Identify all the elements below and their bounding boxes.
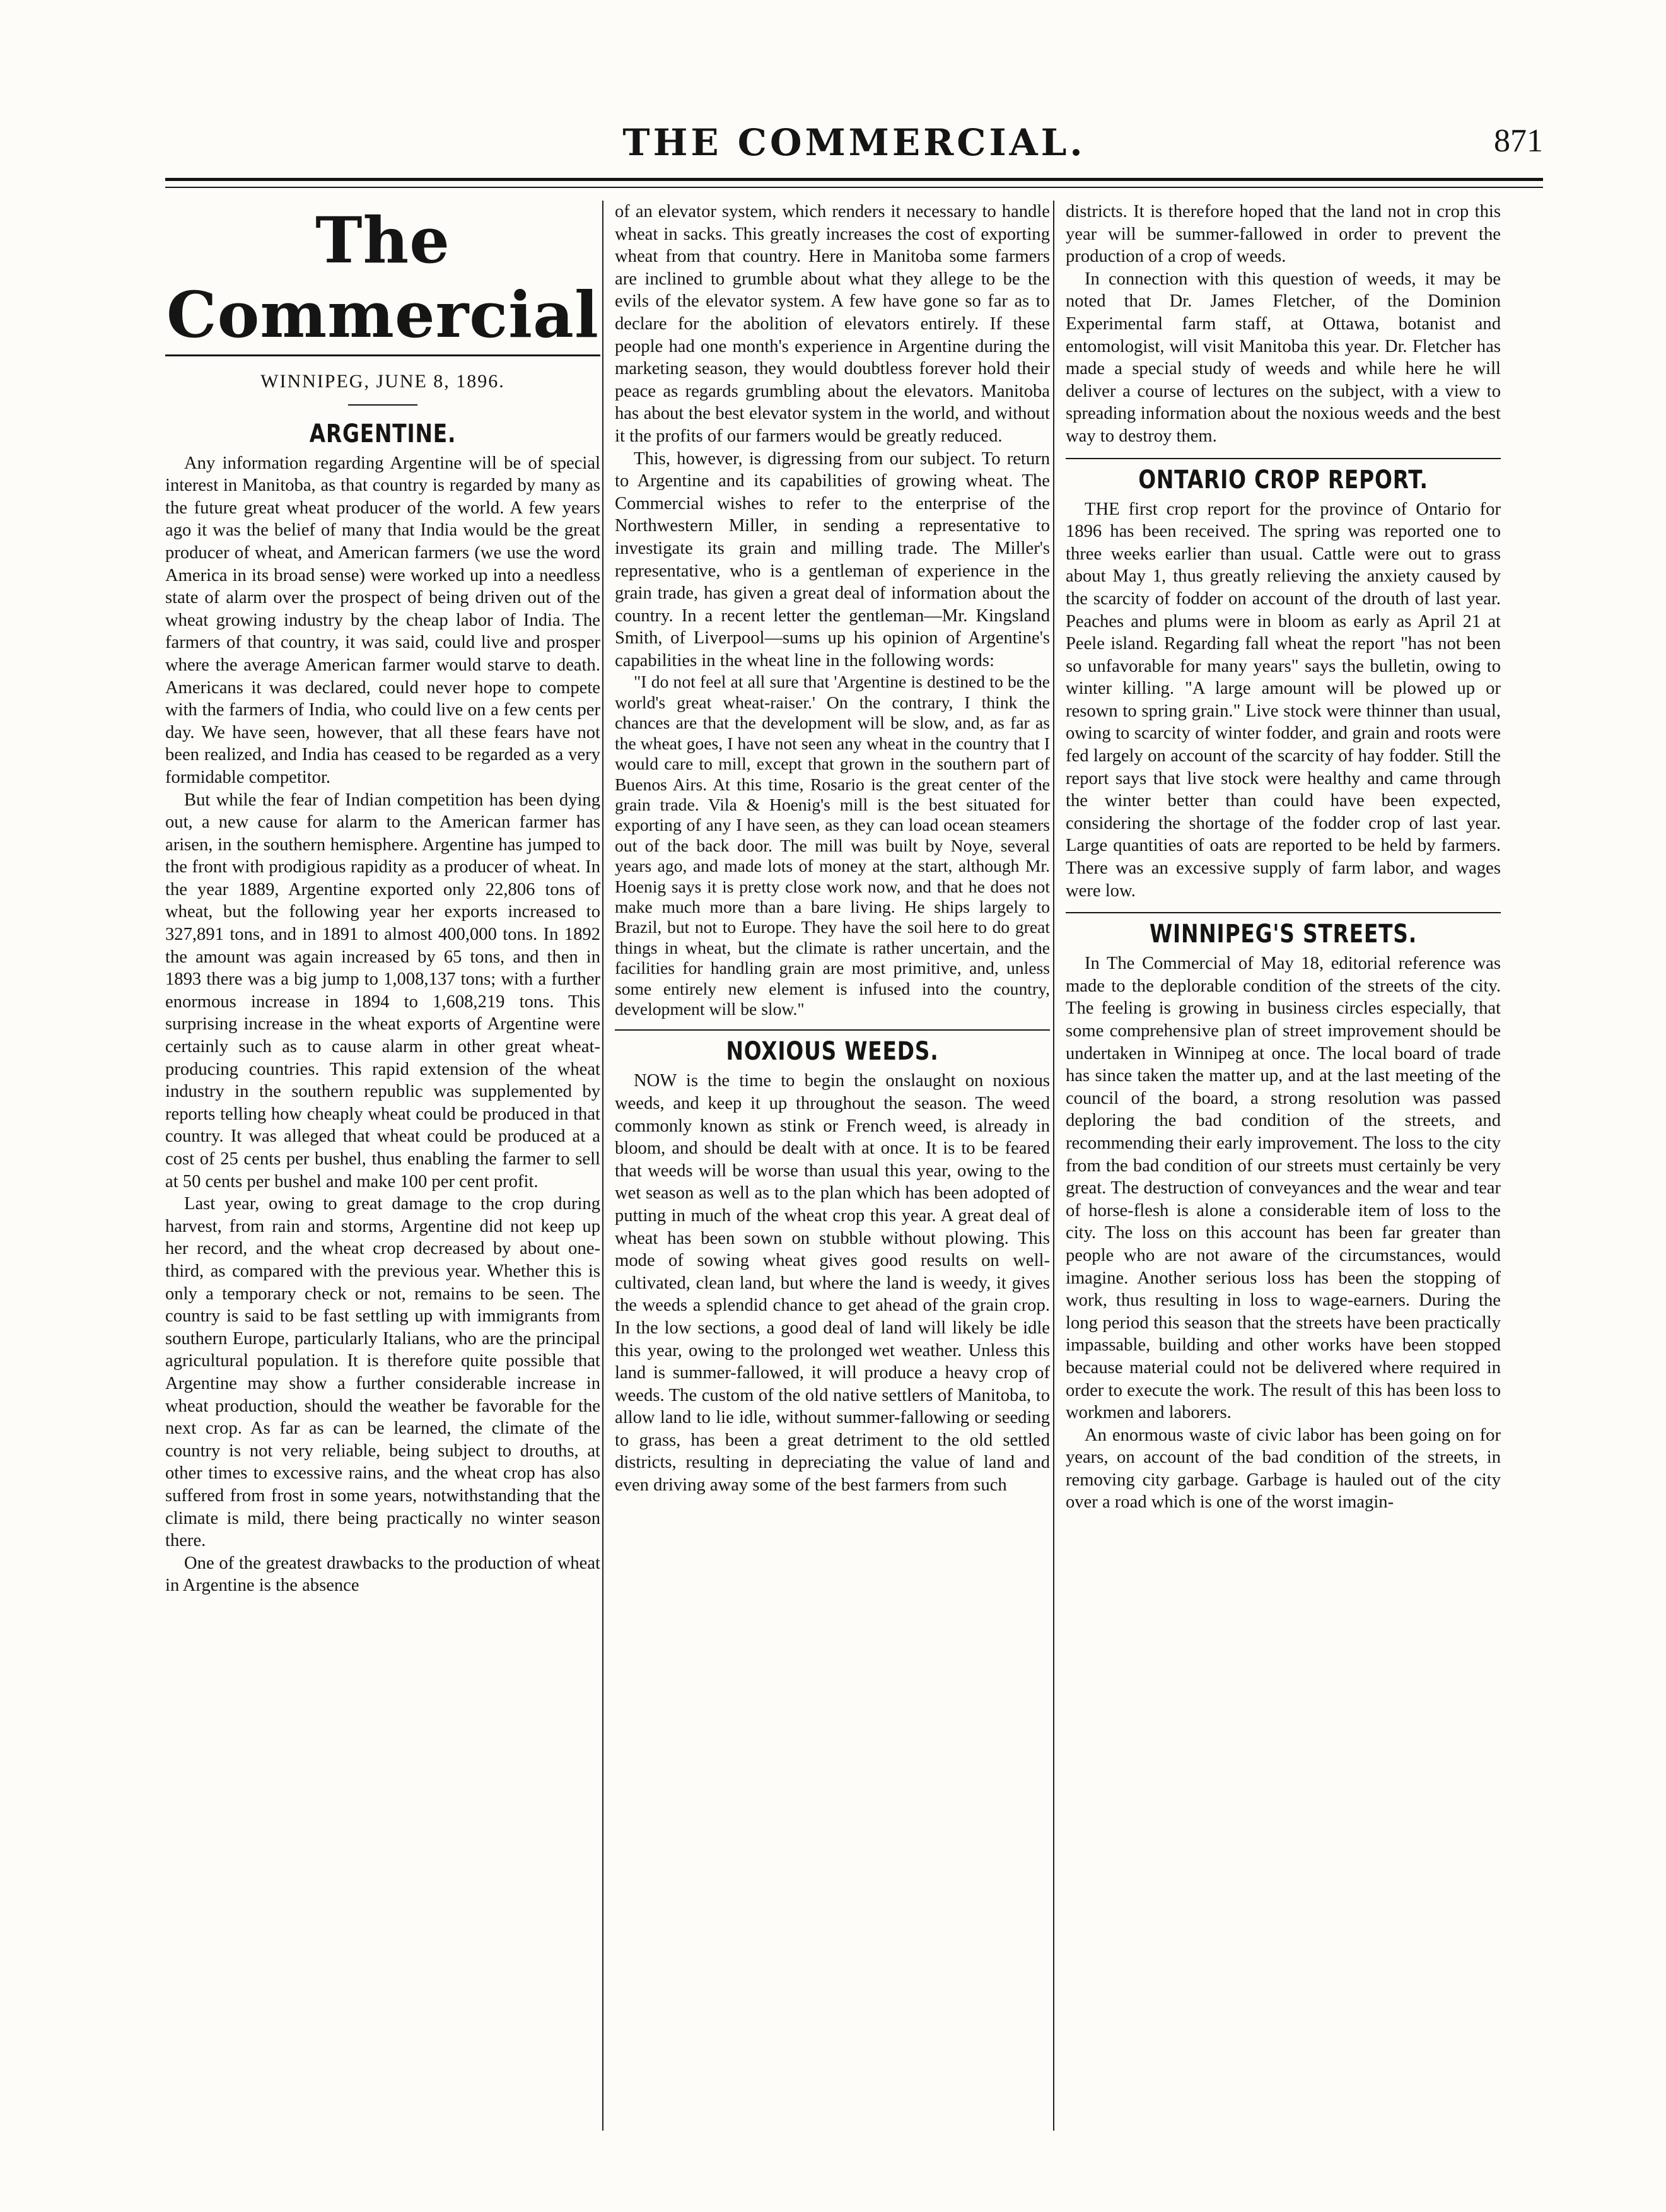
article-paragraph: In The Commercial of May 18, editorial reference was made to the deplorable condition of the streets of the city. The feeling is growing in business circles especially, that some comprehensive plan of street improvement should be undertaken in Winnipeg at once. The local board of trade has since taken the matter up, and at the last meeting of the council of the board, a strong resolution was passed deploring the bad condition of the streets, and recommending their early improvement. The loss to the city from the bad condition of our streets must certainly be very great. The destruction of conveyances and the wear and tear of horse-flesh is alone a considerable item of loss to the city. The loss on this account has been far greater than people who are not aware of the circumstances, would imagine. Another serious loss has been the stopping of work, thus resulting in loss to wage-earners. During the long period this season that the streets have been practically impassable, building and other works have been stopped because material could not be delivered where required in order to execute the work. The result of this has been loss to workmen and laborers. [1066,954,1501,1423]
article-heading-ontario-crop-report: ONTARIO CROP REPORT. [1138,465,1428,494]
masthead-rule [165,354,600,356]
article-paragraph-continued: districts. It is therefore hoped that the land not in crop this year will be summer-fallowed in order to prevent the production of a crop of weeds. [1066,202,1501,267]
masthead-title: The Commercial [166,203,599,352]
column-2 [615,201,1050,2150]
section-rule [615,1029,1050,1031]
header-rule-thick [165,178,1543,181]
page-number: 871 [1494,123,1543,159]
article-paragraph: THE first crop report for the province of Ontario for 1896 has been received. The spring was reported one to three weeks earlier than usual. Cattle were out to grass about May 1, thus greatly relieving the anxiety caused by the scarcity of fodder on account of the drouth of last year. Peaches and plums were in bloom as early as April 21 at Peele island. Regarding fall wheat the report "has not been so unfavorable for many years" says the bulletin, owing to winter killing. "A large amount will be plowed up or resown to spring grain." Live stock were thinner than usual, owing to scarcity of winter fodder, and grain and roots were fed largely on account of the scarcity of hay fodder. Still the report says that live stock were healthy and came through the winter better than could have been expected, considering the shortage of the fodder crop of last year. Large quantities of oats are reported to be held by farmers. There was an excessive supply of farm labor, and wages were low. [1066,499,1501,901]
article-paragraph: This, however, is digressing from our subject. To return to Argentine and its capabilities of growing wheat. The Commercial wishes to refer to the enterprise of the Northwestern Miller, in sending a representative to investigate its grain and milling trade. The Miller's representative, who is a gentleman of experience in the grain trade, has given a great deal of information about the country. In a recent letter the gentleman—Mr. Kingsland Smith, of Liverpool—sums up his opinion of Argentine's capabilities in the wheat line in the following words: [615,448,1050,670]
running-head [165,121,1543,165]
article-paragraph: One of the greatest drawbacks to the production of wheat in Argentine is the absence [165,1553,600,1596]
running-title: THE COMMERCIAL. [622,121,1086,164]
article-paragraph: But while the fear of Indian competition has been dying out, a new cause for alarm to the American farmer has arisen, in the southern hemisphere. Argentine has jumped to the front with prodigious rapidity as a producer of wheat. In the year 1889, Argentine exported only 22,806 tons of wheat, but the following year her exports increased to 327,891 tons, and in 1891 to almost 400,000 tons. In 1892 the amount was again increased by 65 tons, and then in 1893 there was a big jump to 1,008,137 tons; with a further enormous increase in 1894 to 1,608,219 tons. This surprising increase in the wheat exports of Argentine were certainly such as to cause alarm in other great wheat-producing countries. This rapid extension of the wheat industry in the southern republic was supplemented by reports telling how cheaply wheat could be produced in that country. It was alleged that wheat could be produced at a cost of 25 cents per bushel, thus enabling the farmer to sell at 50 cents per bushel and make 100 per cent profit. [165,790,600,1191]
article-quote: "I do not feel at all sure that 'Argentine is destined to be the world's great wheat-raiser.' On the contrary, I think the chances are that the development will be slow, and, as far as the wheat goes, I have not seen any wheat in the country that I would care to mill, except that grown in the southern part of Buenos Airs. At this time, Rosario is the great center of the grain trade. Vila & Hoenig's mill is the best situated for exporting of any I have seen, as they can load ocean steamers out of the back door. The mill was built by Noye, several years ago, and made lots of money at the start, although Mr. Hoenig says it is pretty close work now, and that he does not make much more than a bare living. He ships largely to Brazil, but not to Europe. They have the soil here to do great things in wheat, but the climate is rather uncertain, and the facilities for handling grain are most primitive, and, unless some entirely new element is infused into the country, development will be slow." [615,672,1050,1019]
dateline-rule [348,404,417,406]
column-divider [1053,201,1054,2131]
article-paragraph: An enormous waste of civic labor has been going on for years, on account of the bad condition of the streets, in removing city garbage. Garbage is hauled out of the city over a road which is one of the worst imagin- [1066,1425,1501,1513]
article-paragraph: Any information regarding Argentine will be of special interest in Manitoba, as that country is regarded by many as the future great wheat producer of the world. A few years ago it was the belief of many that India would be the great producer of wheat, and American farmers (we use the word America in its broad sense) were worked up into a needless state of alarm over the prospect of being driven out of the wheat growing industry by the cheap labor of India. The farmers of that country, it was said, could live and prosper where the average American farmer would starve to death. Americans it was declared, could never hope to compete with the farmers of India, who could live on a few cents per day. We have seen, however, that all these fears have not been realized, and India has ceased to be regarded as a very formidable competitor. [165,453,600,787]
column-1 [165,201,600,2150]
article-paragraph: In connection with this question of weeds, it may be noted that Dr. James Fletcher, of the Dominion Experimental farm staff, at Ottawa, botanist and entomologist, will visit Manitoba this year. Dr. Fletcher has made a special study of weeds and while here he will deliver a course of lectures on the subject, with a view to spreading information about the noxious weeds and the best way to destroy them. [1066,269,1501,446]
article-paragraph: Last year, owing to great damage to the crop during harvest, from rain and storms, Argentine did not keep up her record, and the wheat crop decreased by about one-third, as compared with the previous year. Whether this is only a temporary check or not, remains to be seen. The country is said to be fast settling up with immigrants from southern Europe, particularly Italians, who are the principal agricultural population. It is therefore quite possible that Argentine may show a further considerable increase in wheat production, should the weather be favorable for the next crop. As far as can be learned, the climate of the country is not very reliable, being subject to drouths, at other times to excessive rains, and the wheat crop has also suffered from frost in some years, notwithstanding that the climate is mild, there being practically no winter season there. [165,1194,600,1551]
header-rule-thin [165,187,1543,188]
article-paragraph: NOW is the time to begin the onslaught on noxious weeds, and keep it up throughout the season. The weed commonly known as stink or French weed, is already in bloom, and should be dealt with at once. It is to be feared that weeds will be worse than usual this year, owing to the wet season as well as to the plan which has been adopted of putting in much of the wheat crop this year. A great deal of wheat has been sown on stubble without plowing. This mode of sowing wheat gives good results on well-cultivated, clean land, but where the land is weedy, it gives the weeds a splendid chance to get ahead of the grain crop. In the low sections, a good deal of land will likely be idle this year, owing to the prolonged wet weather. Unless this land is summer-fallowed, it will produce a heavy crop of weeds. The custom of the old native settlers of Manitoba, to allow land to lie idle, without summer-fallowing or seeding to grass, has been a great detriment to the old settled districts, resulting in depreciating the value of land and even driving away some of the best farmers from such [615,1071,1050,1495]
column-3 [1066,201,1501,2150]
column-divider [602,201,603,2131]
article-heading-noxious-weeds: NOXIOUS WEEDS. [726,1037,939,1067]
section-rule [1066,458,1501,459]
article-heading-winnipegs-streets: WINNIPEG'S STREETS. [1149,920,1418,949]
article-heading-argentine: ARGENTINE. [309,419,457,448]
article-paragraph-continued: of an elevator system, which renders it necessary to handle wheat in sacks. This greatly increases the cost of exporting wheat from that country. Here in Manitoba some farmers are inclined to grumble about what they allege to be the evils of the elevator system. A few have gone so far as to declare for the abolition of elevators entirely. If these people had one month's experience in Argentine during the marketing season, they would doubtless forever hold their peace as regards grumbling about the elevators. Manitoba has about the best elevator system in the world, and without it the profits of our farmers would be greatly reduced. [615,202,1050,446]
dateline: WINNIPEG, JUNE 8, 1896. [260,371,505,392]
section-rule [1066,912,1501,913]
